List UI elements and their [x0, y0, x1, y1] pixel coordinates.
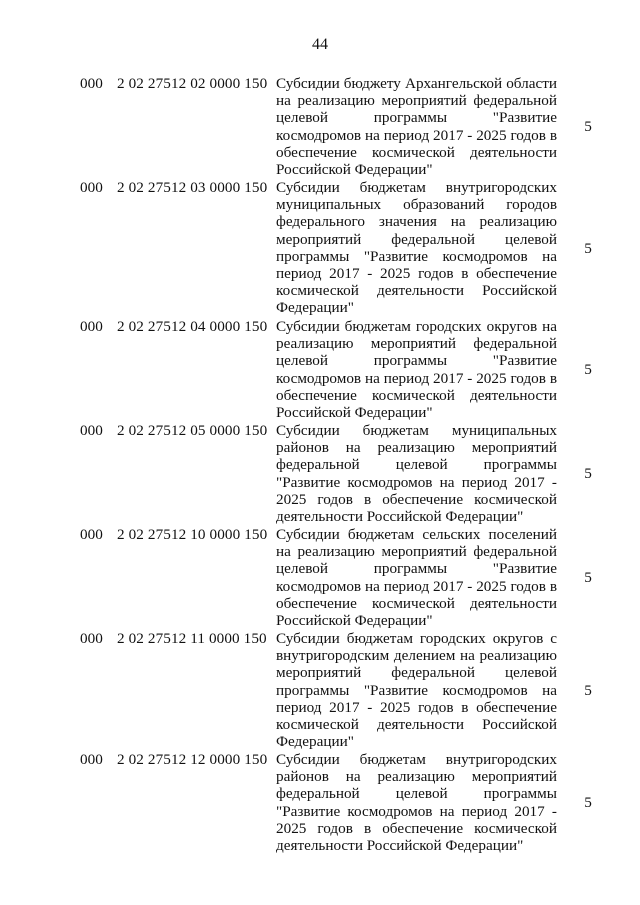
table-row — [0, 751, 640, 855]
amount-value: 5 — [584, 239, 592, 257]
admin-code: 000 — [80, 630, 103, 647]
budget-classification-code: 2 02 27512 10 0000 150 — [117, 526, 268, 543]
amount-value: 5 — [584, 465, 592, 483]
table-row — [0, 526, 640, 630]
amount-value: 5 — [584, 361, 592, 379]
admin-code: 000 — [80, 179, 103, 196]
admin-code: 000 — [80, 526, 103, 543]
budget-classification-code: 2 02 27512 03 0000 150 — [117, 179, 268, 196]
budget-classification-code: 2 02 27512 12 0000 150 — [117, 751, 268, 768]
table-row — [0, 422, 640, 526]
page-number: 44 — [312, 36, 328, 53]
admin-code: 000 — [80, 422, 103, 439]
admin-code: 000 — [80, 751, 103, 768]
amount-value: 5 — [584, 569, 592, 587]
table-row — [0, 318, 640, 422]
amount-value: 5 — [584, 794, 592, 812]
table-row — [0, 179, 640, 318]
table-row — [0, 75, 640, 179]
income-description: Субсидии бюджетам сельских поселений на реализацию мероприятий федеральной целевой программы "Развитие космодромов на период 2017 - 2025 годов в обеспечение космической деятельности Российской Федерации" — [276, 526, 557, 630]
income-description: Субсидии бюджетам внутригородских муниципальных образований городов федерального значения на реализацию мероприятий федеральной целевой программы "Развитие космодромов на период 2017 - 2025 годов в обеспечение космической деятельности Российской Федерации" — [276, 179, 557, 317]
income-description: Субсидии бюджетам внутригородских районов на реализацию мероприятий федеральной целевой программы "Развитие космодромов на период 2017 - 2025 годов в обеспечение космической деятельности Российской Федерации" — [276, 751, 557, 855]
budget-classification-code: 2 02 27512 02 0000 150 — [117, 75, 268, 92]
income-description: Субсидии бюджетам муниципальных районов на реализацию мероприятий федеральной целевой программы "Развитие космодромов на период 2017 - 2025 годов в обеспечение космической деятельности Российской Федерации" — [276, 422, 557, 526]
budget-classification-code: 2 02 27512 05 0000 150 — [117, 422, 268, 439]
budget-classification-code: 2 02 27512 04 0000 150 — [117, 318, 268, 335]
income-description: Субсидии бюджету Архангельской области на реализацию мероприятий федеральной целевой программы "Развитие космодромов на период 2017 - 2025 годов в обеспечение космической деятельности Российской Федерации" — [276, 75, 557, 179]
amount-value: 5 — [584, 681, 592, 699]
amount-value: 5 — [584, 118, 592, 136]
table-row — [0, 630, 640, 751]
budget-classification-code: 2 02 27512 11 0000 150 — [117, 630, 267, 647]
income-description: Субсидии бюджетам городских округов с внутригородским делением на реализацию мероприятий федеральной целевой программы "Развитие космодромов на период 2017 - 2025 годов в обеспечение космической деятельности Российской Федерации" — [276, 630, 557, 751]
income-description: Субсидии бюджетам городских округов на реализацию мероприятий федеральной целевой программы "Развитие космодромов на период 2017 - 2025 годов в обеспечение космической деятельности Российской Федерации" — [276, 318, 557, 422]
admin-code: 000 — [80, 75, 103, 92]
admin-code: 000 — [80, 318, 103, 335]
